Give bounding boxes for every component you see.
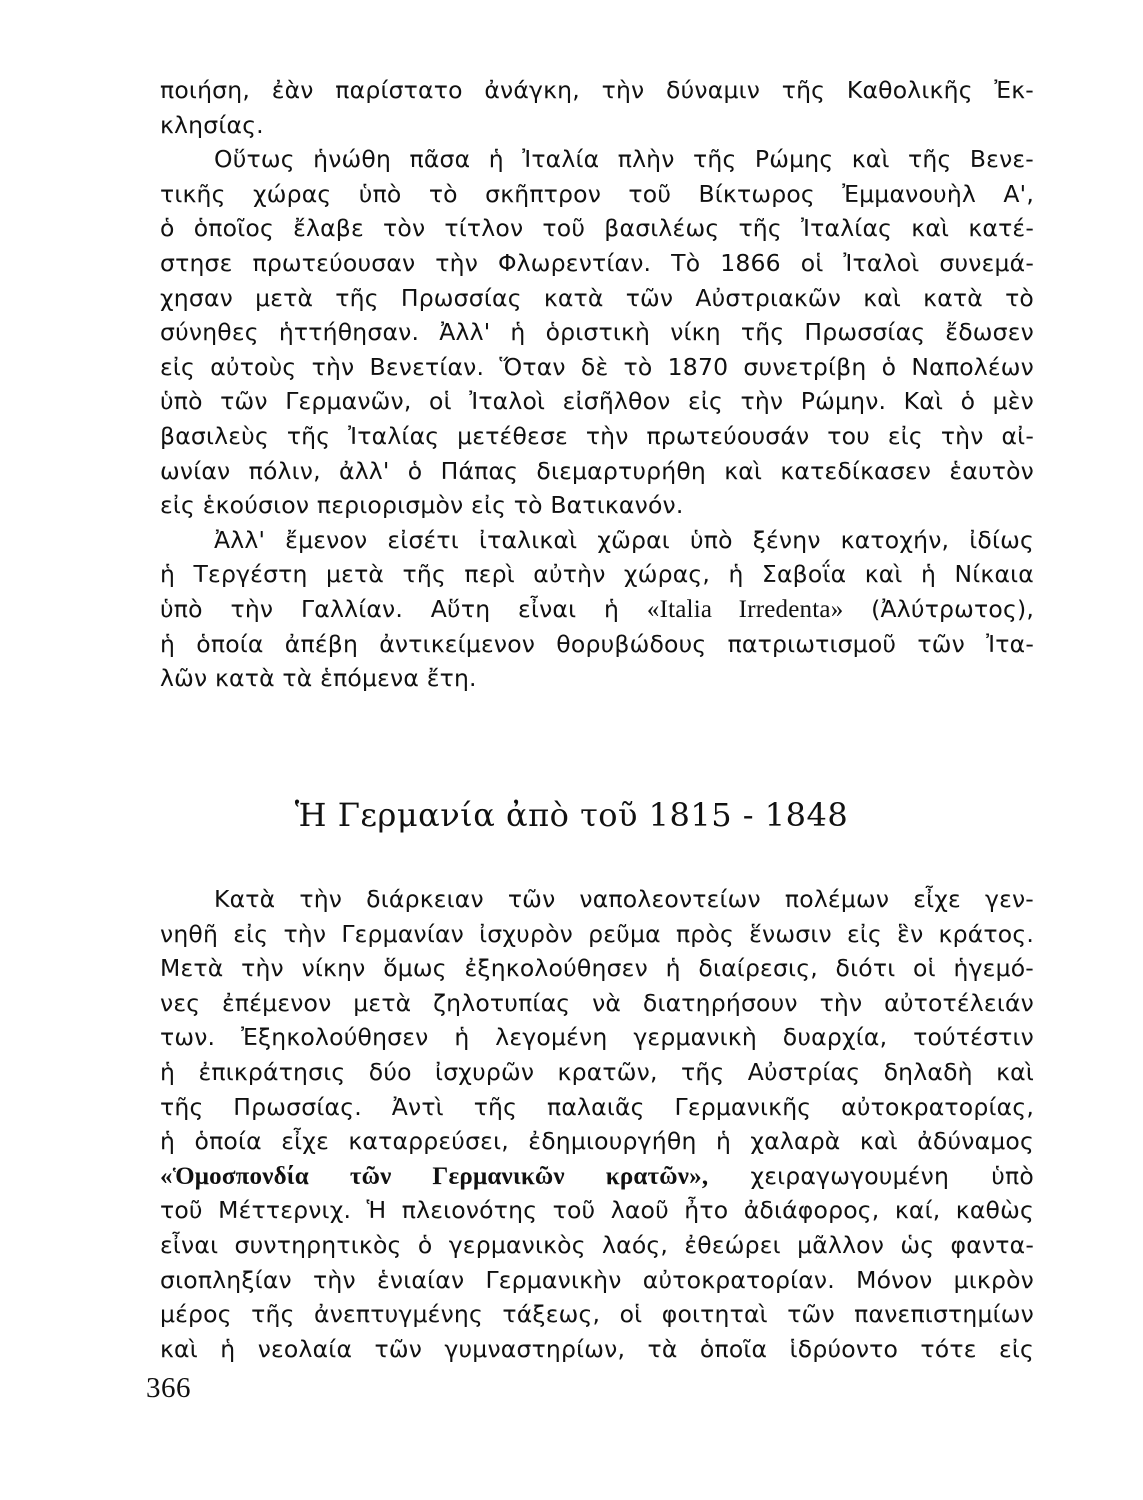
text-line: ἡ Τεργέστη μετὰ τῆς περὶ αὐτὴν χώρας, ἡ Σαβοΐα καὶ ἡ Νίκαια bbox=[160, 560, 1034, 589]
text-line: εἰς αὐτοὺς τὴν Βενετίαν. Ὅταν δὲ τὸ 1870 συνετρίβη ὁ Ναπολέων bbox=[160, 352, 1034, 381]
text-fragment: χειραγωγουμένη ὑπὸ bbox=[708, 1161, 1034, 1190]
text-fragment: (Ἀλύτρωτος), bbox=[843, 594, 1034, 623]
text-line: των. Ἐξηκολούθησεν ἡ λεγομένη γερμανικὴ δυαρχία, τούτέστιν bbox=[160, 1023, 1034, 1052]
text-line bbox=[160, 592, 1034, 627]
page-number: 366 bbox=[146, 1372, 191, 1404]
confederation-term: «Ὁμοσπονδία τῶν Γερμανικῶν κρατῶν», bbox=[160, 1162, 709, 1190]
section-heading: Ἡ Γερμανία ἀπὸ τοῦ 1815 - 1848 bbox=[294, 796, 849, 834]
text-line: σύνηθες ἡττήθησαν. Ἀλλ' ἡ ὁριστικὴ νίκη τῆς Πρωσσίας ἔδωσεν bbox=[160, 318, 1034, 347]
text-line: λῶν κατὰ τὰ ἑπόμενα ἔτη. bbox=[160, 664, 477, 693]
text-line: νηθῆ εἰς τὴν Γερμανίαν ἰσχυρὸν ρεῦμα πρὸς ἕνωσιν εἰς ἓν κράτος. bbox=[160, 919, 1034, 948]
text-line: τῆς Πρωσσίας. Ἀντὶ τῆς παλαιᾶς Γερμανικῆς αὐτοκρατορίας, bbox=[160, 1092, 1034, 1121]
text-line: βασιλεὺς τῆς Ἰταλίας μετέθεσε τὴν πρωτεύουσάν του εἰς τὴν αἰ- bbox=[160, 421, 1034, 450]
text-line: ἡ ὁποία εἶχε καταρρεύσει, ἐδημιουργήθη ἡ χαλαρὰ καὶ ἀδύναμος bbox=[160, 1127, 1034, 1156]
text-line: τικῆς χώρας ὑπὸ τὸ σκῆπτρον τοῦ Βίκτωρος Ἐμμανουὴλ Α', bbox=[160, 179, 1034, 208]
text-line: εἶναι συντηρητικὸς ὁ γερμανικὸς λαός, ἐθεώρει μᾶλλον ὡς φαντα- bbox=[160, 1230, 1034, 1259]
text-line: ἡ ὁποία ἀπέβη ἀντικείμενον θορυβώδους πατριωτισμοῦ τῶν Ἰτα- bbox=[160, 629, 1034, 658]
text-line: Κατὰ τὴν διάρκειαν τῶν ναπολεοντείων πολέμων εἶχε γεν- bbox=[214, 885, 1034, 913]
text-line: στησε πρωτεύουσαν τὴν Φλωρεντίαν. Τὸ 1866 οἱ Ἰταλοὶ συνεμά- bbox=[160, 248, 1034, 277]
text-line: ἡ ἐπικράτησις δύο ἰσχυρῶν κρατῶν, τῆς Αὐστρίας δηλαδὴ καὶ bbox=[160, 1057, 1034, 1086]
text-fragment: ὑπὸ τὴν Γαλλίαν. Αὕτη εἶναι ἡ bbox=[160, 594, 647, 623]
text-line: τοῦ Μέττερνιχ. Ἡ πλειονότης τοῦ λαοῦ ἦτο ἀδιάφορος, καί, καθὼς bbox=[160, 1196, 1034, 1225]
text-line bbox=[160, 1159, 1034, 1194]
text-line: καὶ ἡ νεολαία τῶν γυμναστηρίων, τὰ ὁποῖα ἱδρύοντο τότε εἰς bbox=[160, 1334, 1034, 1363]
text-line: Ἀλλ' ἔμενον εἰσέτι ἰταλικαὶ χῶραι ὑπὸ ξένην κατοχήν, ἰδίως bbox=[214, 525, 1034, 554]
paragraph-block-italy bbox=[160, 73, 1034, 696]
text-line: κλησίας. bbox=[160, 110, 264, 139]
text-line: σιοπληξίαν τὴν ἑνιαίαν Γερμανικὴν αὐτοκρατορίαν. Μόνον μικρὸν bbox=[160, 1265, 1034, 1294]
text-line: ποιήση, ἐὰν παρίστατο ἀνάγκη, τὴν δύναμιν τῆς Καθολικῆς Ἐκ- bbox=[160, 76, 1034, 104]
text-line: χησαν μετὰ τῆς Πρωσσίας κατὰ τῶν Αὐστριακῶν καὶ κατὰ τὸ bbox=[160, 283, 1034, 312]
italia-irredenta-term: «Italia Irredenta» bbox=[646, 595, 844, 623]
text-line: Οὕτως ἡνώθη πᾶσα ἡ Ἰταλία πλὴν τῆς Ρώμης καὶ τῆς Βενε- bbox=[214, 145, 1034, 174]
text-line: εἰς ἑκούσιον περιορισμὸν εἰς τὸ Βατικανόν. bbox=[160, 491, 684, 520]
text-line: ωνίαν πόλιν, ἀλλ' ὁ Πάπας διεμαρτυρήθη καὶ κατεδίκασεν ἑαυτὸν bbox=[160, 456, 1034, 485]
paragraph-block-germany bbox=[160, 882, 1034, 1366]
text-line: ὁ ὁποῖος ἔλαβε τὸν τίτλον τοῦ βασιλέως τῆς Ἰταλίας καὶ κατέ- bbox=[160, 214, 1034, 243]
text-line: μέρος τῆς ἀνεπτυγμένης τάξεως, οἱ φοιτηταὶ τῶν πανεπιστημίων bbox=[160, 1300, 1034, 1329]
text-line: νες ἐπέμενον μετὰ ζηλοτυπίας νὰ διατηρήσουν τὴν αὐτοτέλειάν bbox=[160, 988, 1034, 1017]
text-line: ὑπὸ τῶν Γερμανῶν, οἱ Ἰταλοὶ εἰσῆλθον εἰς τὴν Ρώμην. Καὶ ὁ μὲν bbox=[160, 387, 1034, 416]
text-line: Μετὰ τὴν νίκην ὅμως ἐξηκολούθησεν ἡ διαίρεσις, διότι οἱ ἡγεμό- bbox=[160, 954, 1034, 983]
